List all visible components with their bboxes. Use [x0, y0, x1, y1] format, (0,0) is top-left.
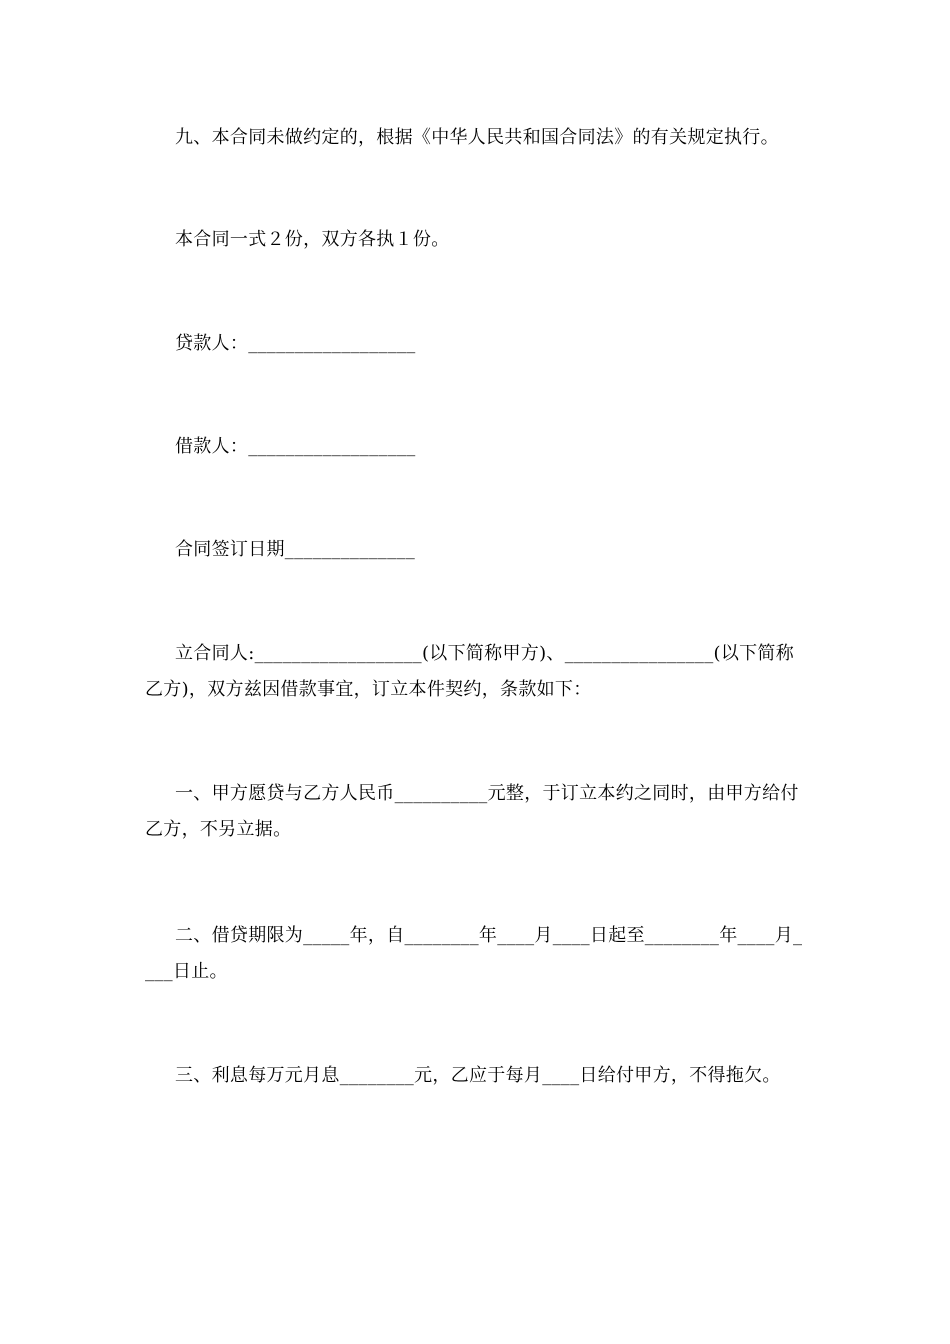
clause-nine: 九、本合同未做约定的，根据《中华人民共和国合同法》的有关规定执行。 [175, 127, 779, 148]
signing-date-line: 合同签订日期______________ [175, 539, 415, 560]
clause-two: 二、借贷期限为_____年，自________年____月____日起至________年____月____日止。 [145, 925, 803, 982]
copies-statement: 本合同一式２份，双方各执１份。 [175, 229, 450, 250]
clause-three: 三、利息每万元月息________元，乙应于每月____日给付甲方，不得拖欠。 [175, 1065, 781, 1086]
borrower-signature-line: 借款人：__________________ [175, 436, 416, 457]
clause-one: 一、甲方愿贷与乙方人民币__________元整，于订立本约之同时，由甲方给付乙方，不另立据。 [145, 783, 799, 840]
lender-signature-line: 贷款人：__________________ [175, 333, 416, 354]
parties-paragraph: 立合同人:__________________(以下简称甲方)、________________(以下简称乙方)，双方兹因借款事宜，订立本件契约，条款如下： [145, 643, 795, 700]
